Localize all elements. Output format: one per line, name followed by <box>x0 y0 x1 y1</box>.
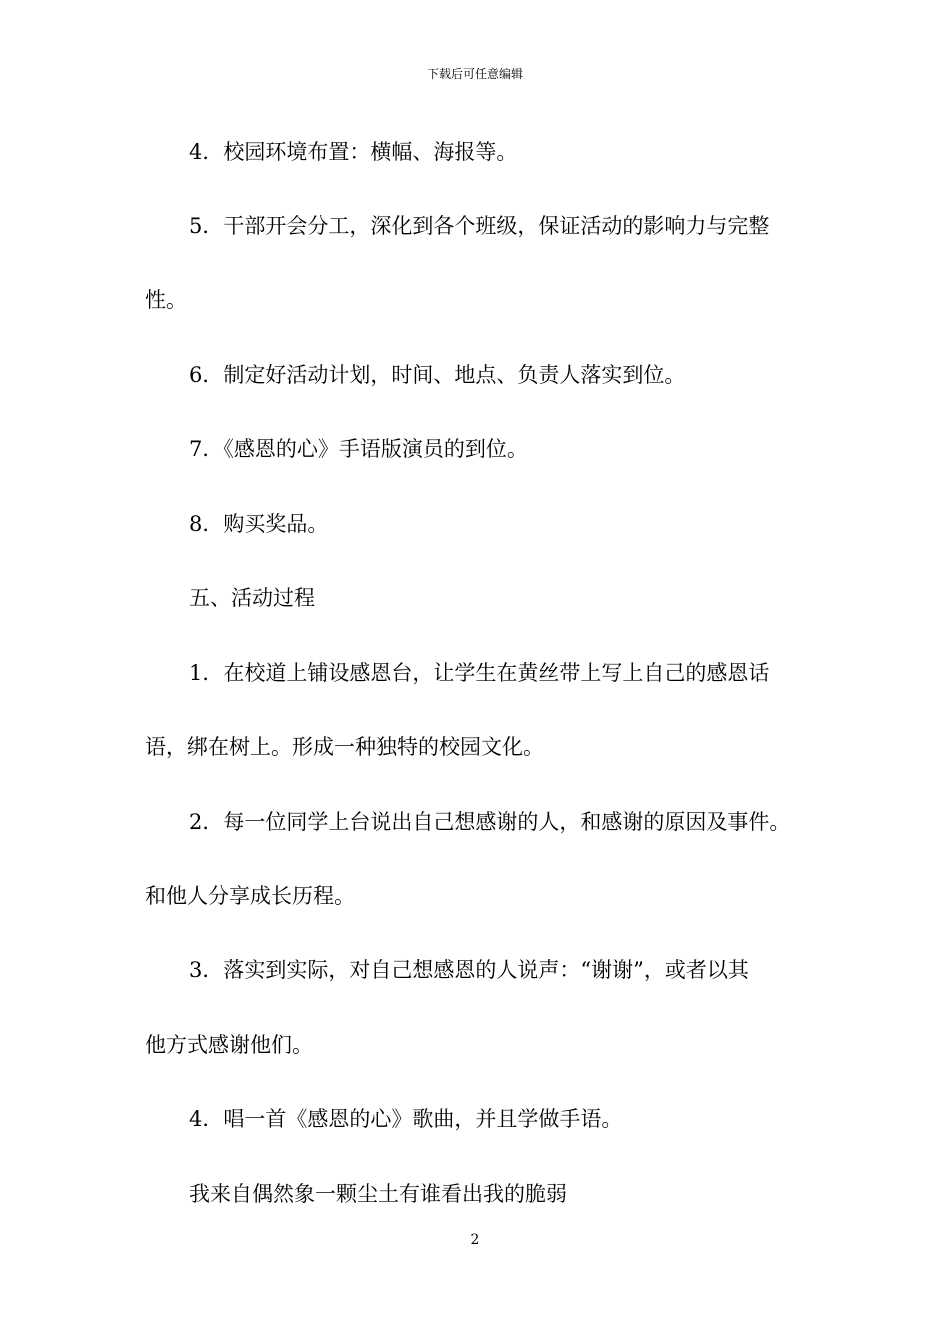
paragraph-line: 5．干部开会分工，深化到各个班级，保证活动的影响力与完整 <box>189 214 770 238</box>
paragraph-line: 和他人分享成长历程。 <box>145 884 355 908</box>
paragraph-line: 语，绑在树上。形成一种独特的校园文化。 <box>145 735 544 759</box>
paragraph-line: 他方式感谢他们。 <box>145 1033 313 1057</box>
paragraph-line: 7．《感恩的心》手语版演员的到位。 <box>189 437 528 461</box>
page-number: 2 <box>470 1232 480 1248</box>
paragraph-line: 4．校园环境布置：横幅、海报等。 <box>189 140 518 164</box>
page-header: 下载后可任意编辑 <box>426 67 523 81</box>
paragraph-line: 1．在校道上铺设感恩台，让学生在黄丝带上写上自己的感恩话 <box>189 661 770 685</box>
section-heading: 五、活动过程 <box>189 586 315 610</box>
paragraph-line: 4．唱一首《感恩的心》歌曲，并且学做手语。 <box>189 1107 623 1131</box>
paragraph-line: 2．每一位同学上台说出自己想感谢的人，和感谢的原因及事件。 <box>189 810 791 834</box>
paragraph-line: 我来自偶然象一颗尘土有谁看出我的脆弱 <box>189 1182 567 1206</box>
paragraph-line: 8．购买奖品。 <box>189 512 329 536</box>
paragraph-line: 3．落实到实际，对自己想感恩的人说声：“谢谢”，或者以其 <box>189 958 749 982</box>
paragraph-line: 6．制定好活动计划，时间、地点、负责人落实到位。 <box>189 363 686 387</box>
paragraph-line: 性。 <box>145 288 187 312</box>
